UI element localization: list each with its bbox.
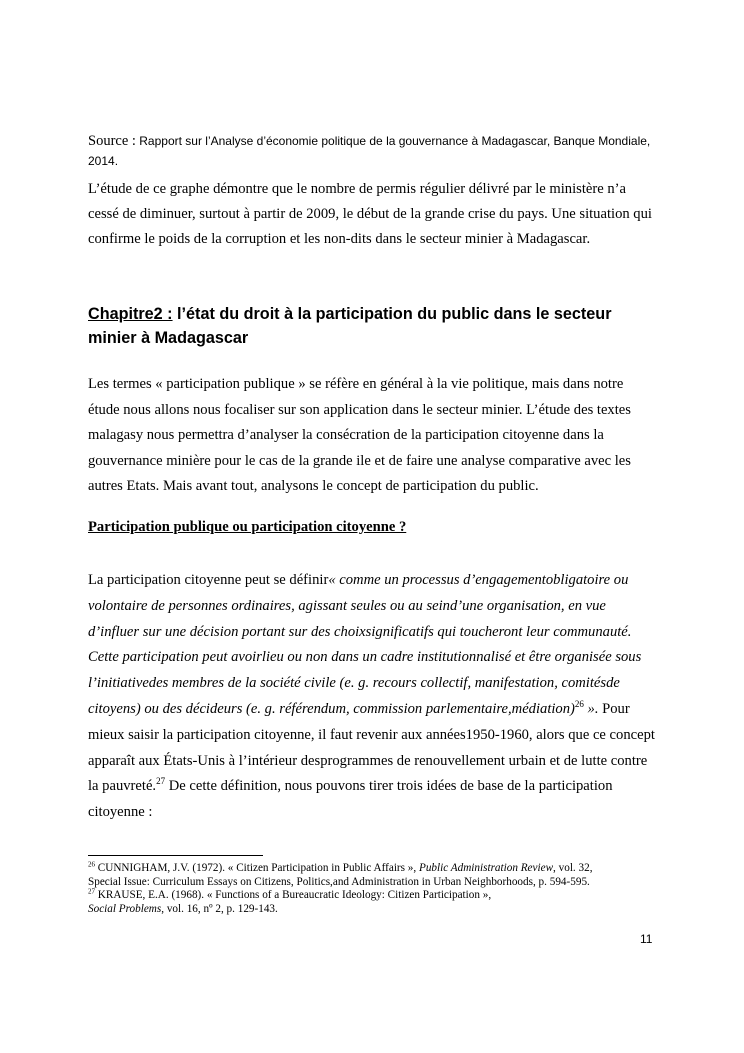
- text-line: confirme le poids de la corruption et les non-dits dans le secteur minier à Madagascar.: [88, 231, 591, 247]
- text-line: [88, 594, 663, 620]
- text-run: La participation citoyenne peut se définir: [88, 572, 329, 588]
- chapter-heading: [88, 302, 663, 350]
- text-line: [88, 671, 663, 697]
- quote-run: Cette participation peut avoirlieu ou non dans un cadre institutionnalisé et être organisée sous: [88, 649, 642, 666]
- quote-run: citoyens) ou des décideurs (e. g. référendum, commission parlementaire,médiation): [88, 700, 575, 717]
- text-line: Les termes « participation publique » se réfère en général à la vie politique, mais dans notre: [88, 376, 624, 392]
- footnote-number: 26: [88, 860, 95, 869]
- text-line: apparaît aux États-Unis à l’intérieur desprogrammes de renouvellement urbain et de lutte contre: [88, 752, 648, 769]
- footnote-ref-27[interactable]: 27: [156, 776, 166, 787]
- text-run: la pauvreté.: [88, 778, 157, 795]
- quote-run: l’initiativedes membres de la société civile (e. g. recours collectif, manifestation, comitésde: [88, 675, 620, 692]
- footnote-27: [88, 889, 668, 903]
- text-line: autres Etats. Mais avant tout, analysons le concept de participation du public.: [88, 478, 539, 494]
- footnotes: [88, 862, 668, 916]
- text-run: , vol. 32,: [553, 862, 593, 874]
- quote-run: « comme un processus d’engagementobligatoire ou: [328, 572, 629, 588]
- text-run: De cette définition, nous pouvons tirer trois idées de base de la participation: [165, 778, 613, 795]
- quote-run: d’influer sur une décision portant sur des choixsignificatifs qui toucheront leur communauté.: [88, 623, 632, 640]
- text-line: malagasy nous permettra d’analyser la consécration de la participation citoyenne dans la: [88, 427, 604, 443]
- source-citation: [88, 131, 658, 171]
- quote-run: ».: [583, 700, 599, 717]
- chapter-title: l’état du droit à la participation du public dans le secteur minier à Madagascar: [88, 305, 612, 347]
- text-line: [88, 774, 663, 800]
- text-run: Pour: [598, 700, 630, 717]
- footnote-26-continued: Special Issue: Curriculum Essays on Citizens, Politics,and Administration in Urban Neighborhoods, p. 594-595.: [88, 875, 590, 888]
- section-subheading: Participation publique ou participation citoyenne ?: [88, 519, 407, 535]
- text-line: [88, 620, 663, 646]
- text-run: CUNNIGHAM, J.V. (1972). « Citizen Participation in Public Affairs »,: [95, 862, 419, 874]
- text-line: gouvernance minière pour le cas de la grande ile et de faire une analyse comparative avec les: [88, 452, 631, 469]
- source-text: Rapport sur l’Analyse d’économie politique de la gouvernance à Madagascar, Banque Mondiale, 2014.: [88, 134, 651, 168]
- page-number: 11: [640, 932, 653, 946]
- quote-run: volontaire de personnes ordinaires, agissant seules ou au seind’une organisation, en vue: [88, 597, 606, 614]
- text-run: , vol. 16, nº 2, p. 129-143.: [161, 902, 278, 915]
- text-line: mieux saisir la participation citoyenne, il faut revenir aux années1950-1960, alors que ce concept: [88, 726, 655, 743]
- paragraph-graph-analysis: [88, 177, 663, 252]
- text-line: L’étude de ce graphe démontre que le nombre de permis régulier délivré par le ministère n’a: [88, 181, 626, 197]
- journal-title: Public Administration Review: [419, 862, 554, 874]
- chapter-label: Chapitre2 :: [88, 305, 173, 323]
- footnote-26: [88, 862, 668, 876]
- footnote-27-continued: [88, 903, 668, 917]
- footnote-separator: [88, 855, 263, 856]
- journal-title: Social Problems: [88, 902, 162, 915]
- footnote-number: 27: [88, 887, 95, 896]
- source-label: Source :: [88, 133, 136, 149]
- text-line: [88, 568, 663, 594]
- text-run: KRAUSE, E.A. (1968). « Functions of a Bureaucratic Ideology: Citizen Participation »,: [95, 889, 492, 901]
- text-line: citoyenne :: [88, 804, 153, 821]
- paragraph-definition: [88, 568, 663, 826]
- text-line: étude nous allons nous focaliser sur son application dans le secteur minier. L’étude des textes: [88, 401, 631, 418]
- text-line: [88, 645, 663, 671]
- paragraph-intro: [88, 372, 663, 500]
- text-line: [88, 697, 663, 723]
- footnote-ref-26[interactable]: 26: [574, 699, 584, 710]
- text-line: cessé de diminuer, surtout à partir de 2009, le début de la grande crise du pays. Une situation qui: [88, 206, 652, 222]
